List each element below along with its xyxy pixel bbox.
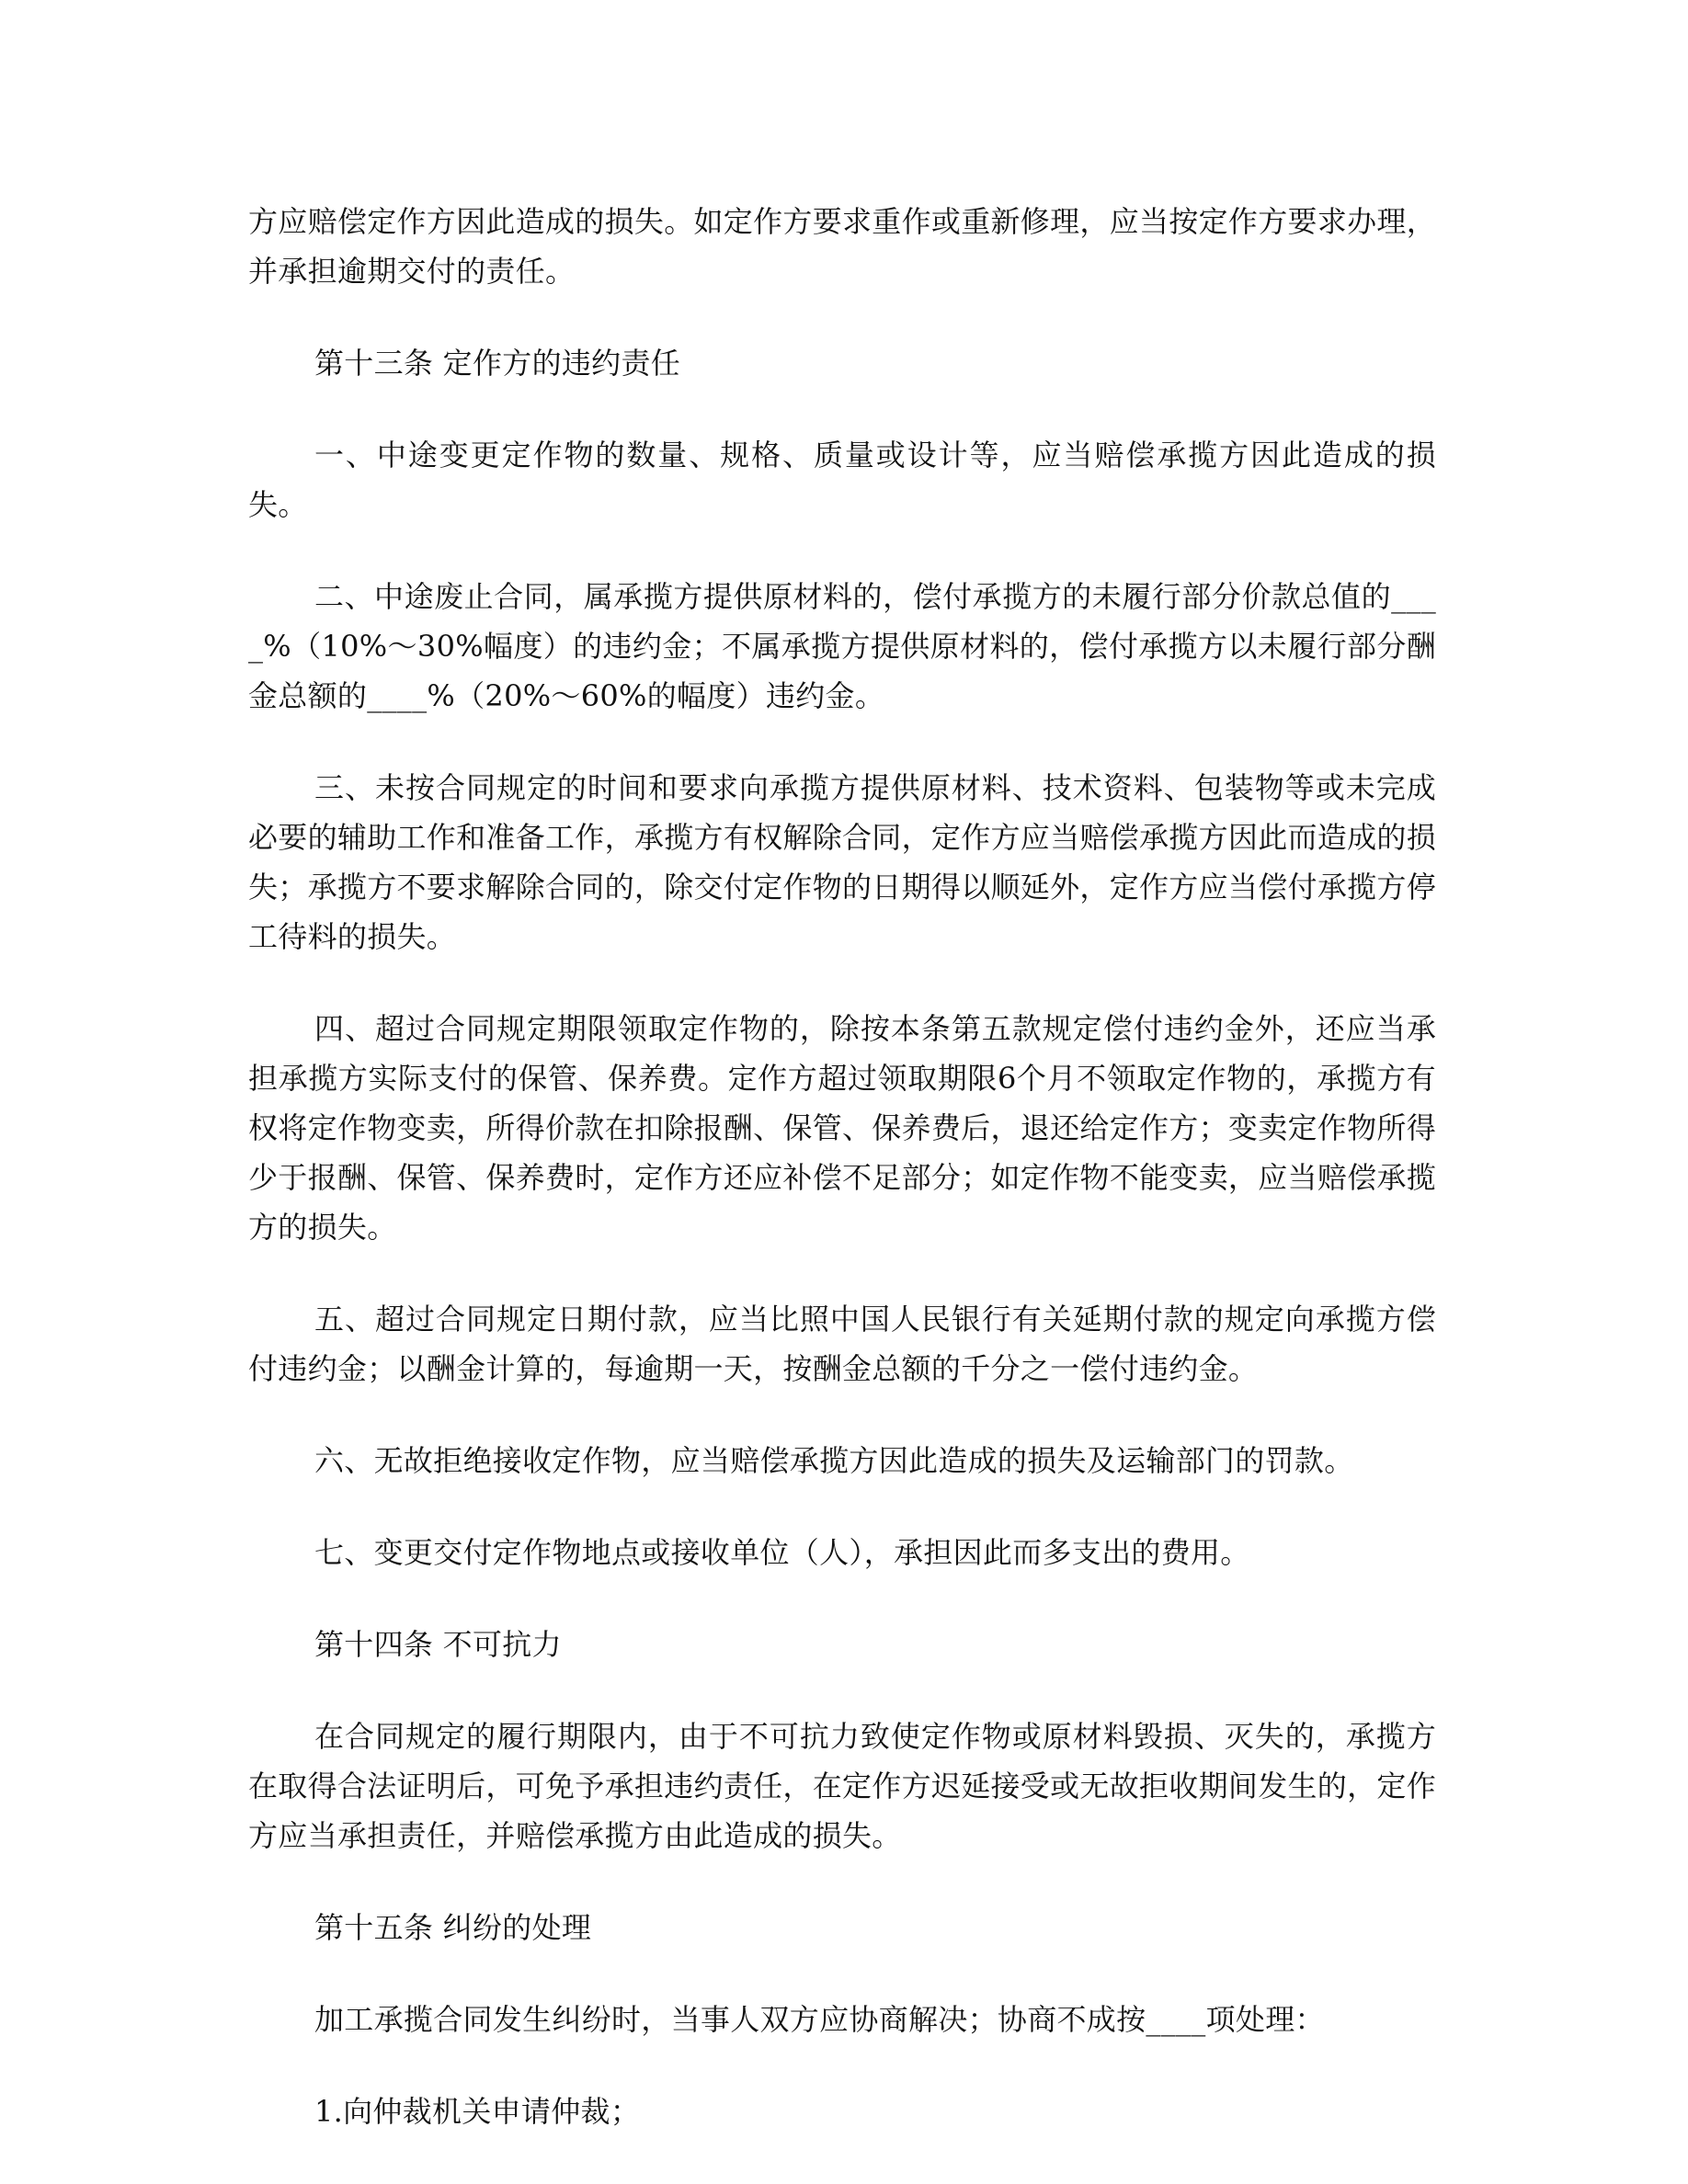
article-13-clause-2: 二、中途废止合同，属承揽方提供原材料的，偿付承揽方的未履行部分价款总值的____%（10%～30%幅度）的违约金；不属承揽方提供原材料的，偿付承揽方以未履行部分酬金总额的____%（20%～60%的幅度）违约金。 bbox=[248, 579, 1436, 713]
article-15-item-1: 1.向仲裁机关申请仲裁； bbox=[314, 2094, 641, 2129]
article-13-clause-6: 六、无故拒绝接收定作物，应当赔偿承揽方因此造成的损失及运输部门的罚款。 bbox=[314, 1443, 1354, 1478]
article-13-clause-4: 四、超过合同规定期限领取定作物的，除按本条第五款规定偿付违约金外，还应当承担承揽方实际支付的保管、保养费。定作方超过领取期限6个月不领取定作物的，承揽方有权将定作物变卖，所得价款在扣除报酬、保管、保养费后，退还给定作方；变卖定作物所得少于报酬、保管、保养费时，定作方还应补偿不足部分；如定作物不能变卖，应当赔偿承揽方的损失。 bbox=[248, 1011, 1437, 1245]
article-14-body: 在合同规定的履行期限内，由于不可抗力致使定作物或原材料毁损、灭失的，承揽方在取得合法证明后，可免予承担违约责任，在定作方迟延接受或无故拒收期间发生的，定作方应当承担责任，并赔偿承揽方由此造成的损失。 bbox=[248, 1719, 1437, 1853]
article-13-clause-7: 七、变更交付定作物地点或接收单位（人），承担因此而多支出的费用。 bbox=[314, 1535, 1250, 1570]
article-13-clause-5: 五、超过合同规定日期付款，应当比照中国人民银行有关延期付款的规定向承揽方偿付违约金；以酬金计算的，每逾期一天，按酬金总额的千分之一偿付违约金。 bbox=[248, 1302, 1436, 1386]
article-15-body: 加工承揽合同发生纠纷时，当事人双方应协商解决；协商不成按____项处理： bbox=[314, 2002, 1325, 2037]
paragraph-continuation: 方应赔偿定作方因此造成的损失。如定作方要求重作或重新修理，应当按定作方要求办理，并承担逾期交付的责任。 bbox=[248, 204, 1437, 289]
article-13-clause-1: 一、中途变更定作物的数量、规格、质量或设计等，应当赔偿承揽方因此造成的损失。 bbox=[248, 438, 1436, 522]
article-13-clause-3: 三、未按合同规定的时间和要求向承揽方提供原材料、技术资料、包装物等或未完成必要的辅助工作和准备工作，承揽方有权解除合同，定作方应当赔偿承揽方因此而造成的损失；承揽方不要求解除合同的，除交付定作物的日期得以顺延外，定作方应当偿付承揽方停工待料的损失。 bbox=[248, 770, 1437, 954]
article-13-heading: 第十三条 定作方的违约责任 bbox=[314, 346, 681, 381]
article-14-heading: 第十四条 不可抗力 bbox=[314, 1627, 562, 1662]
document-body bbox=[248, 197, 1436, 2178]
article-15-heading: 第十五条 纠纷的处理 bbox=[314, 1910, 592, 1945]
